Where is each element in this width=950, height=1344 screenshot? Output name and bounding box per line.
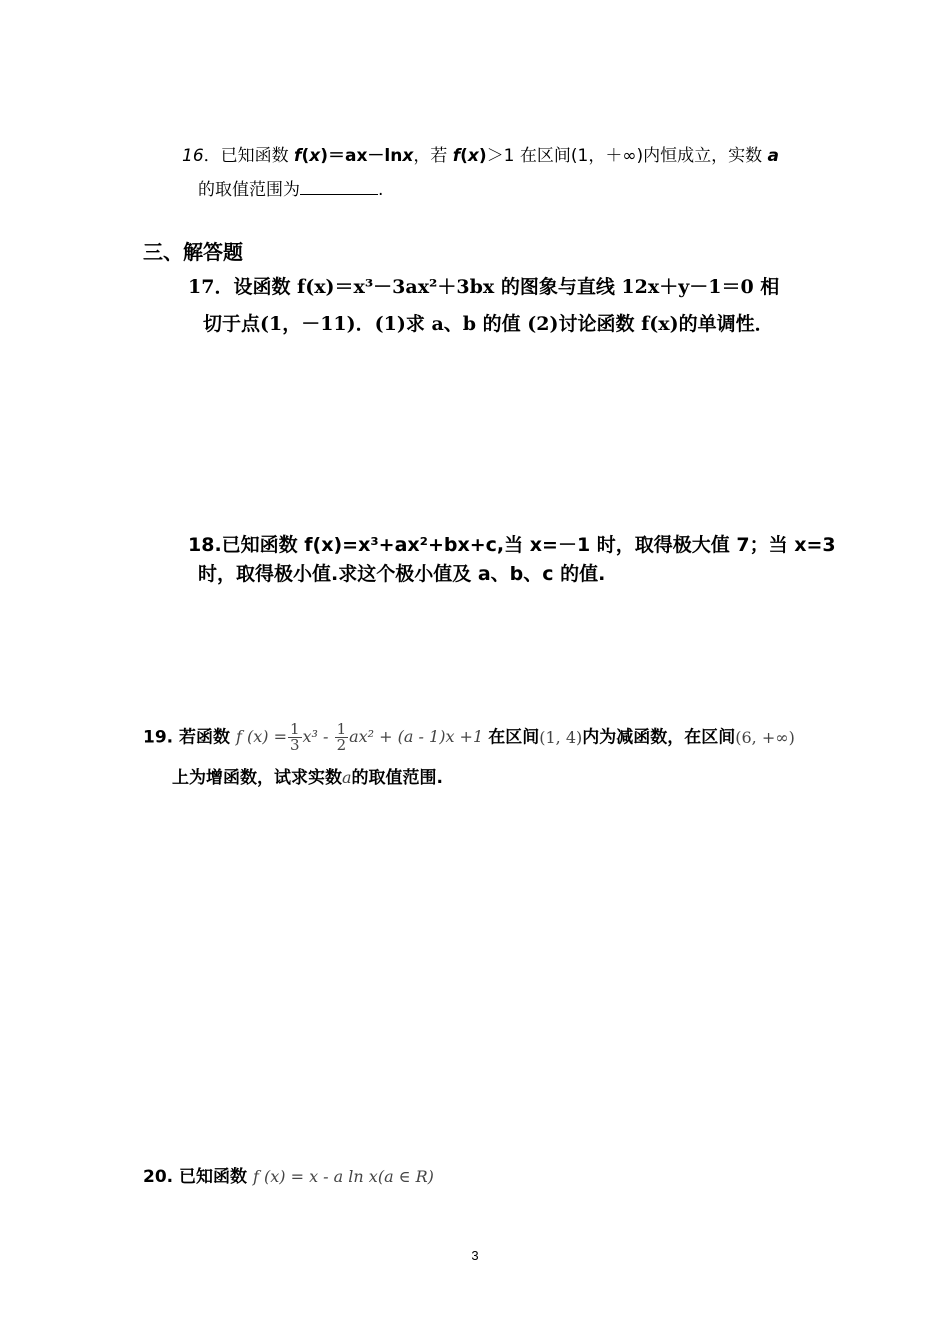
q19-term1: x³ -	[302, 727, 329, 746]
question-16-range-text: 的取值范围为	[198, 180, 300, 200]
q19-fraction-1	[288, 722, 302, 753]
q19-range-text: 的取值范围.	[351, 768, 444, 788]
q16-condition: ＞1 在区间(1，＋∞)内恒成立，实数	[486, 146, 768, 166]
q16-x: x	[309, 146, 321, 166]
q16-period: .	[378, 180, 384, 200]
question-16-line-2	[198, 178, 383, 200]
q20-formula: f (x) = x - a ln x(a ∈ R)	[252, 1167, 434, 1186]
question-20-line-1	[143, 1167, 434, 1187]
question-20-label: 20. 已知函数	[143, 1167, 248, 1187]
question-19-line-2	[172, 768, 443, 788]
q19-frac1-num: 1	[289, 720, 300, 738]
q19-frac1-den: 3	[289, 736, 300, 754]
q19-frac2-den: 2	[336, 736, 347, 754]
page-number: 3	[471, 1248, 479, 1263]
q16-if: ，若	[413, 146, 453, 166]
q16-x2: x	[402, 146, 414, 166]
q19-var-a: a	[342, 768, 352, 787]
q19-increasing-text: 上为增函数，试求实数	[172, 768, 342, 788]
q16-eq: ＝ax－ln	[327, 146, 403, 166]
q19-formula	[235, 720, 488, 754]
question-17-line-1: 17．设函数 f(x)＝x³－3ax²＋3bx 的图象与直线 12x＋y－1＝0 相	[188, 276, 780, 298]
question-17-line-2: 切于点(1，－11)．(1)求 a、b 的值 (2)讨论函数 f(x)的单调性．	[203, 313, 774, 335]
q19-fraction-2	[335, 722, 349, 753]
q16-a: a	[767, 146, 780, 166]
q19-in-interval: 在区间	[488, 727, 540, 748]
q16-f2: f	[452, 146, 461, 166]
question-18-line-1: 18.已知函数 f(x)=x³+ax²+bx+c,当 x=－1 时，取得极大值 7；当 x=3	[188, 534, 836, 556]
question-16-number: 16	[182, 146, 204, 166]
section-title: 三、解答题	[143, 240, 243, 264]
q19-term2: ax² + (a - 1)x +1	[349, 727, 484, 746]
q19-interval-2: (6, +∞)	[735, 727, 795, 747]
q19-frac2-num: 1	[336, 720, 347, 738]
q19-decreasing-text: 内为减函数，在区间	[582, 727, 736, 748]
question-16-line-1: 16．已知函数 f(x)＝ax－lnx，若 f(x)＞1 在区间(1，＋∞)内恒成立，实数 a	[182, 146, 780, 166]
question-19-line-1	[143, 722, 795, 753]
question-16-text: ．已知函数	[203, 146, 295, 166]
q19-interval-1: (1, 4)	[539, 727, 583, 747]
q16-x3: x	[467, 146, 479, 166]
q19-formula-lhs: f (x) =	[235, 727, 287, 746]
question-19-label: 19. 若函数	[143, 727, 231, 748]
q16-f: f	[294, 146, 302, 166]
answer-blank	[300, 178, 378, 195]
question-18-line-2: 时，取得极小值.求这个极小值及 a、b、c 的值.	[198, 563, 606, 585]
